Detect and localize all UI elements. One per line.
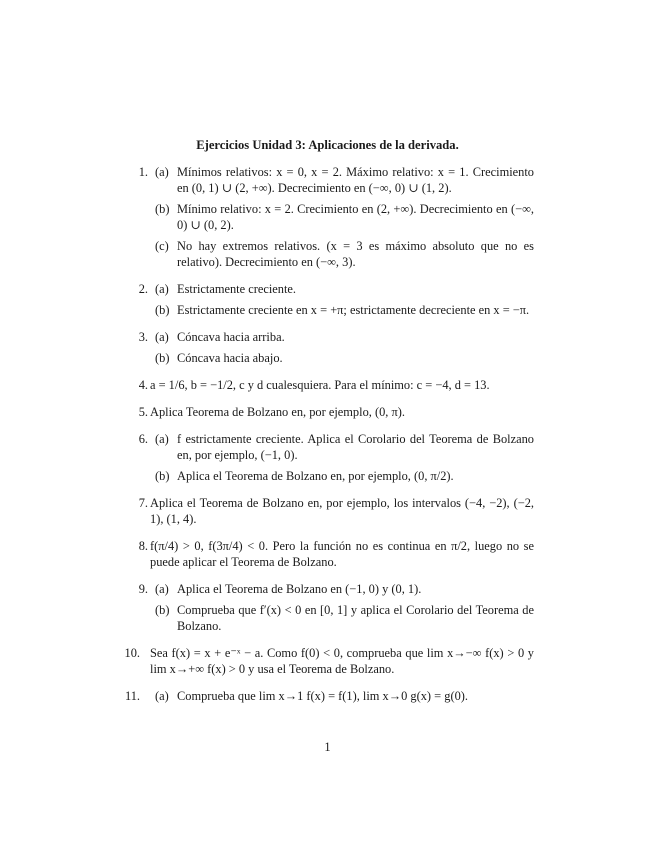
exercise-text: Aplica el Teorema de Bolzano en, por ejemplo, los intervalos (−4, −2), (−2, 1), (1, 4). (150, 496, 534, 526)
part-text: Cóncava hacia abajo. (177, 351, 283, 365)
exercise-number: 8. (138, 539, 148, 553)
part-label: (a) (155, 282, 169, 296)
exercise-part (150, 468, 534, 484)
exercise-number: 2. (138, 282, 148, 296)
exercise-text: a = 1/6, b = −1/2, c y d cualesquiera. Para el mínimo: c = −4, d = 13. (150, 378, 490, 392)
part-text: Aplica el Teorema de Bolzano en, por ejemplo, (0, π/2). (177, 469, 454, 483)
exercise-5 (132, 404, 534, 420)
document-title: Ejercicios Unidad 3: Aplicaciones de la derivada. (196, 138, 459, 152)
part-text: No hay extremos relativos. (x = 3 es máximo absoluto que no es relativo). Decrecimiento en (−∞, 3). (177, 239, 534, 269)
exercise-1 (132, 164, 534, 270)
part-text: Comprueba que lim x→1 f(x) = f(1), lim x→0 g(x) = g(0). (177, 689, 468, 703)
exercise-part (150, 329, 534, 345)
exercise-7 (132, 495, 534, 527)
part-label: (b) (155, 303, 170, 317)
part-label: (b) (155, 603, 170, 617)
exercise-number: 5. (138, 405, 148, 419)
exercise-part (150, 431, 534, 463)
exercise-part (150, 581, 534, 597)
exercise-list (124, 164, 534, 715)
exercise-number: 4. (138, 378, 148, 392)
exercise-8 (132, 538, 534, 570)
exercise-number: 3. (138, 330, 148, 344)
page-number: 1 (324, 740, 331, 754)
part-text: Aplica el Teorema de Bolzano en (−1, 0) y (0, 1). (177, 582, 422, 596)
part-text: Estrictamente creciente en x = +π; estrictamente decreciente en x = −π. (177, 303, 530, 317)
part-label: (c) (155, 239, 169, 253)
part-text: Mínimo relativo: x = 2. Crecimiento en (2, +∞). Decrecimiento en (−∞, 0) ∪ (0, 2). (177, 202, 534, 232)
part-text: f estrictamente creciente. Aplica el Corolario del Teorema de Bolzano en, por ejemplo, (−1, 0). (177, 432, 534, 462)
exercise-part (150, 281, 534, 297)
exercise-number: 9. (138, 582, 148, 596)
part-label: (a) (155, 689, 169, 703)
exercise-11 (124, 688, 534, 704)
exercise-text: Aplica Teorema de Bolzano en, por ejemplo, (0, π). (150, 405, 405, 419)
exercise-9 (132, 581, 534, 634)
exercise-number: 11. (124, 689, 140, 703)
part-label: (b) (155, 202, 170, 216)
exercise-part (150, 302, 534, 318)
exercise-6 (132, 431, 534, 484)
exercise-number: 7. (138, 496, 148, 510)
part-text: Cóncava hacia arriba. (177, 330, 285, 344)
exercise-4 (132, 377, 534, 393)
exercise-text: Sea f(x) = x + e⁻ˣ − a. Como f(0) < 0, comprueba que lim x→−∞ f(x) > 0 y lim x→+∞ f(x) > 0 y usa el Teorema de Bolzano. (150, 646, 534, 676)
exercise-10 (124, 645, 534, 677)
exercise-number: 10. (124, 646, 140, 660)
exercise-part (150, 602, 534, 634)
part-text: Estrictamente creciente. (177, 282, 297, 296)
exercise-part (150, 350, 534, 366)
part-label: (a) (155, 330, 169, 344)
exercise-3 (132, 329, 534, 366)
part-label: (a) (155, 165, 169, 179)
exercise-number: 6. (138, 432, 148, 446)
exercise-part (150, 238, 534, 270)
part-label: (a) (155, 432, 169, 446)
part-label: (b) (155, 351, 170, 365)
exercise-2 (132, 281, 534, 318)
part-text: Mínimos relativos: x = 0, x = 2. Máximo relativo: x = 1. Crecimiento en (0, 1) ∪ (2, +∞). Decrecimiento en (−∞, 0) ∪ (1, 2). (177, 165, 534, 195)
exercise-part (150, 201, 534, 233)
exercise-part (150, 688, 534, 704)
part-text: Comprueba que f′(x) < 0 en [0, 1] y aplica el Corolario del Teorema de Bolzano. (177, 603, 534, 633)
part-label: (a) (155, 582, 169, 596)
part-label: (b) (155, 469, 170, 483)
exercise-part (150, 164, 534, 196)
exercise-text: f(π/4) > 0, f(3π/4) < 0. Pero la función no es continua en π/2, luego no se puede aplicar el Teorema de Bolzano. (150, 539, 534, 569)
exercise-number: 1. (138, 165, 148, 179)
